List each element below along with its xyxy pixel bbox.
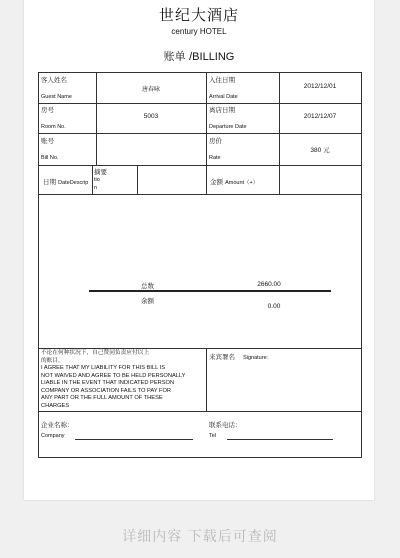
signature-label-cn: 来宾署名 — [209, 353, 235, 361]
arrival-value: 2012/12/01 — [303, 83, 337, 90]
total-label: 总数 — [141, 282, 154, 290]
desc-header-en-1: tio — [94, 177, 100, 183]
disclaimer-cn-line: 不论在何种状况下，自己赞同负责应付以上 — [41, 350, 150, 356]
disclaimer-en-line: LIABLE IN THE EVENT THAT INDICATED PERSON — [41, 380, 175, 386]
col-divider — [137, 165, 138, 194]
room-label-cn: 房号 — [41, 106, 54, 114]
tel-label-en: Tel — [209, 433, 217, 439]
hotel-name-en: century HOTEL — [171, 27, 227, 36]
row-divider — [39, 165, 361, 166]
rate-label-cn: 房价 — [209, 137, 222, 145]
hotel-name-cn: 世纪大酒店 — [158, 6, 239, 24]
row-divider — [39, 348, 361, 349]
row-divider — [39, 411, 361, 412]
balance-value: 0.00 — [267, 303, 281, 310]
tel-label-cn: 联系电话： — [209, 421, 242, 429]
row-divider — [39, 103, 361, 104]
arrival-label-en: Arrival Date — [209, 94, 238, 100]
departure-label-cn: 离店日期 — [209, 106, 235, 114]
date-column-header — [43, 177, 88, 186]
amount-header-en: Amount（+） — [225, 180, 259, 186]
total-rule — [89, 290, 331, 292]
liability-disclaimer — [41, 350, 203, 410]
signature-label — [209, 352, 272, 361]
guest-name-value: 唐春咏 — [141, 86, 160, 93]
disclaimer-en-line: I AGREE THAT MY LIABILITY FOR THIS BILL IS — [41, 365, 166, 371]
download-hint: 详细内容 下载后可查阅 — [122, 529, 278, 545]
disclaimer-en-line: CHARGES — [41, 402, 70, 409]
col-divider — [206, 348, 207, 411]
amount-column-header — [210, 177, 258, 186]
bill-label-cn: 账号 — [41, 137, 54, 145]
disclaimer-en-line: NOT WAIVED AND AGREE TO BE HELD PERSONALLY — [41, 372, 186, 379]
row-divider — [39, 133, 361, 134]
billing-form — [38, 72, 362, 458]
company-label-en: Company — [41, 433, 65, 439]
row-divider — [39, 194, 361, 195]
rate-value: 380 元 — [310, 147, 330, 154]
rate-label-en: Rate — [209, 155, 221, 161]
departure-value: 2012/12/07 — [303, 113, 337, 120]
amount-header-cn: 金额 — [210, 178, 223, 186]
date-header-en: DateDescrip — [58, 180, 89, 186]
bill-page — [24, 0, 374, 500]
guest-name-label-cn: 客人姓名 — [41, 76, 67, 84]
desc-header-cn: 摘要 — [94, 168, 107, 176]
balance-label: 余额 — [141, 297, 154, 305]
col-divider — [206, 73, 207, 194]
disclaimer-en-line: COMPANY OR ASSOCIATION FAILS TO PAY FOR — [41, 387, 171, 394]
col-divider — [92, 165, 93, 194]
col-divider — [279, 73, 280, 194]
room-value: 5003 — [143, 113, 159, 120]
document-title — [24, 48, 374, 64]
date-header-cn: 日期 — [43, 178, 56, 186]
room-label-en: Room No. — [41, 124, 66, 130]
title-en: /BILLING — [189, 51, 235, 63]
guest-name-label-en: Guest Name — [41, 94, 72, 100]
desc-header-en-2: n — [94, 185, 98, 191]
title-cn: 账单 — [163, 50, 186, 63]
signature-label-en: Signature： — [243, 355, 273, 361]
bill-label-en: Bill No. — [41, 155, 59, 161]
company-label-cn: 企业名称： — [41, 421, 74, 429]
departure-label-en: Departure Date — [209, 124, 247, 130]
total-value: 2660.00 — [257, 281, 281, 288]
disclaimer-en-line: ANY PART OR THE FULL AMOUNT OF THESE — [41, 395, 163, 401]
tel-input-line[interactable] — [227, 439, 333, 440]
disclaimer-cn-line: 的账目。 — [41, 357, 64, 364]
company-input-line[interactable] — [75, 439, 193, 440]
arrival-label-cn: 入住日期 — [209, 76, 235, 84]
